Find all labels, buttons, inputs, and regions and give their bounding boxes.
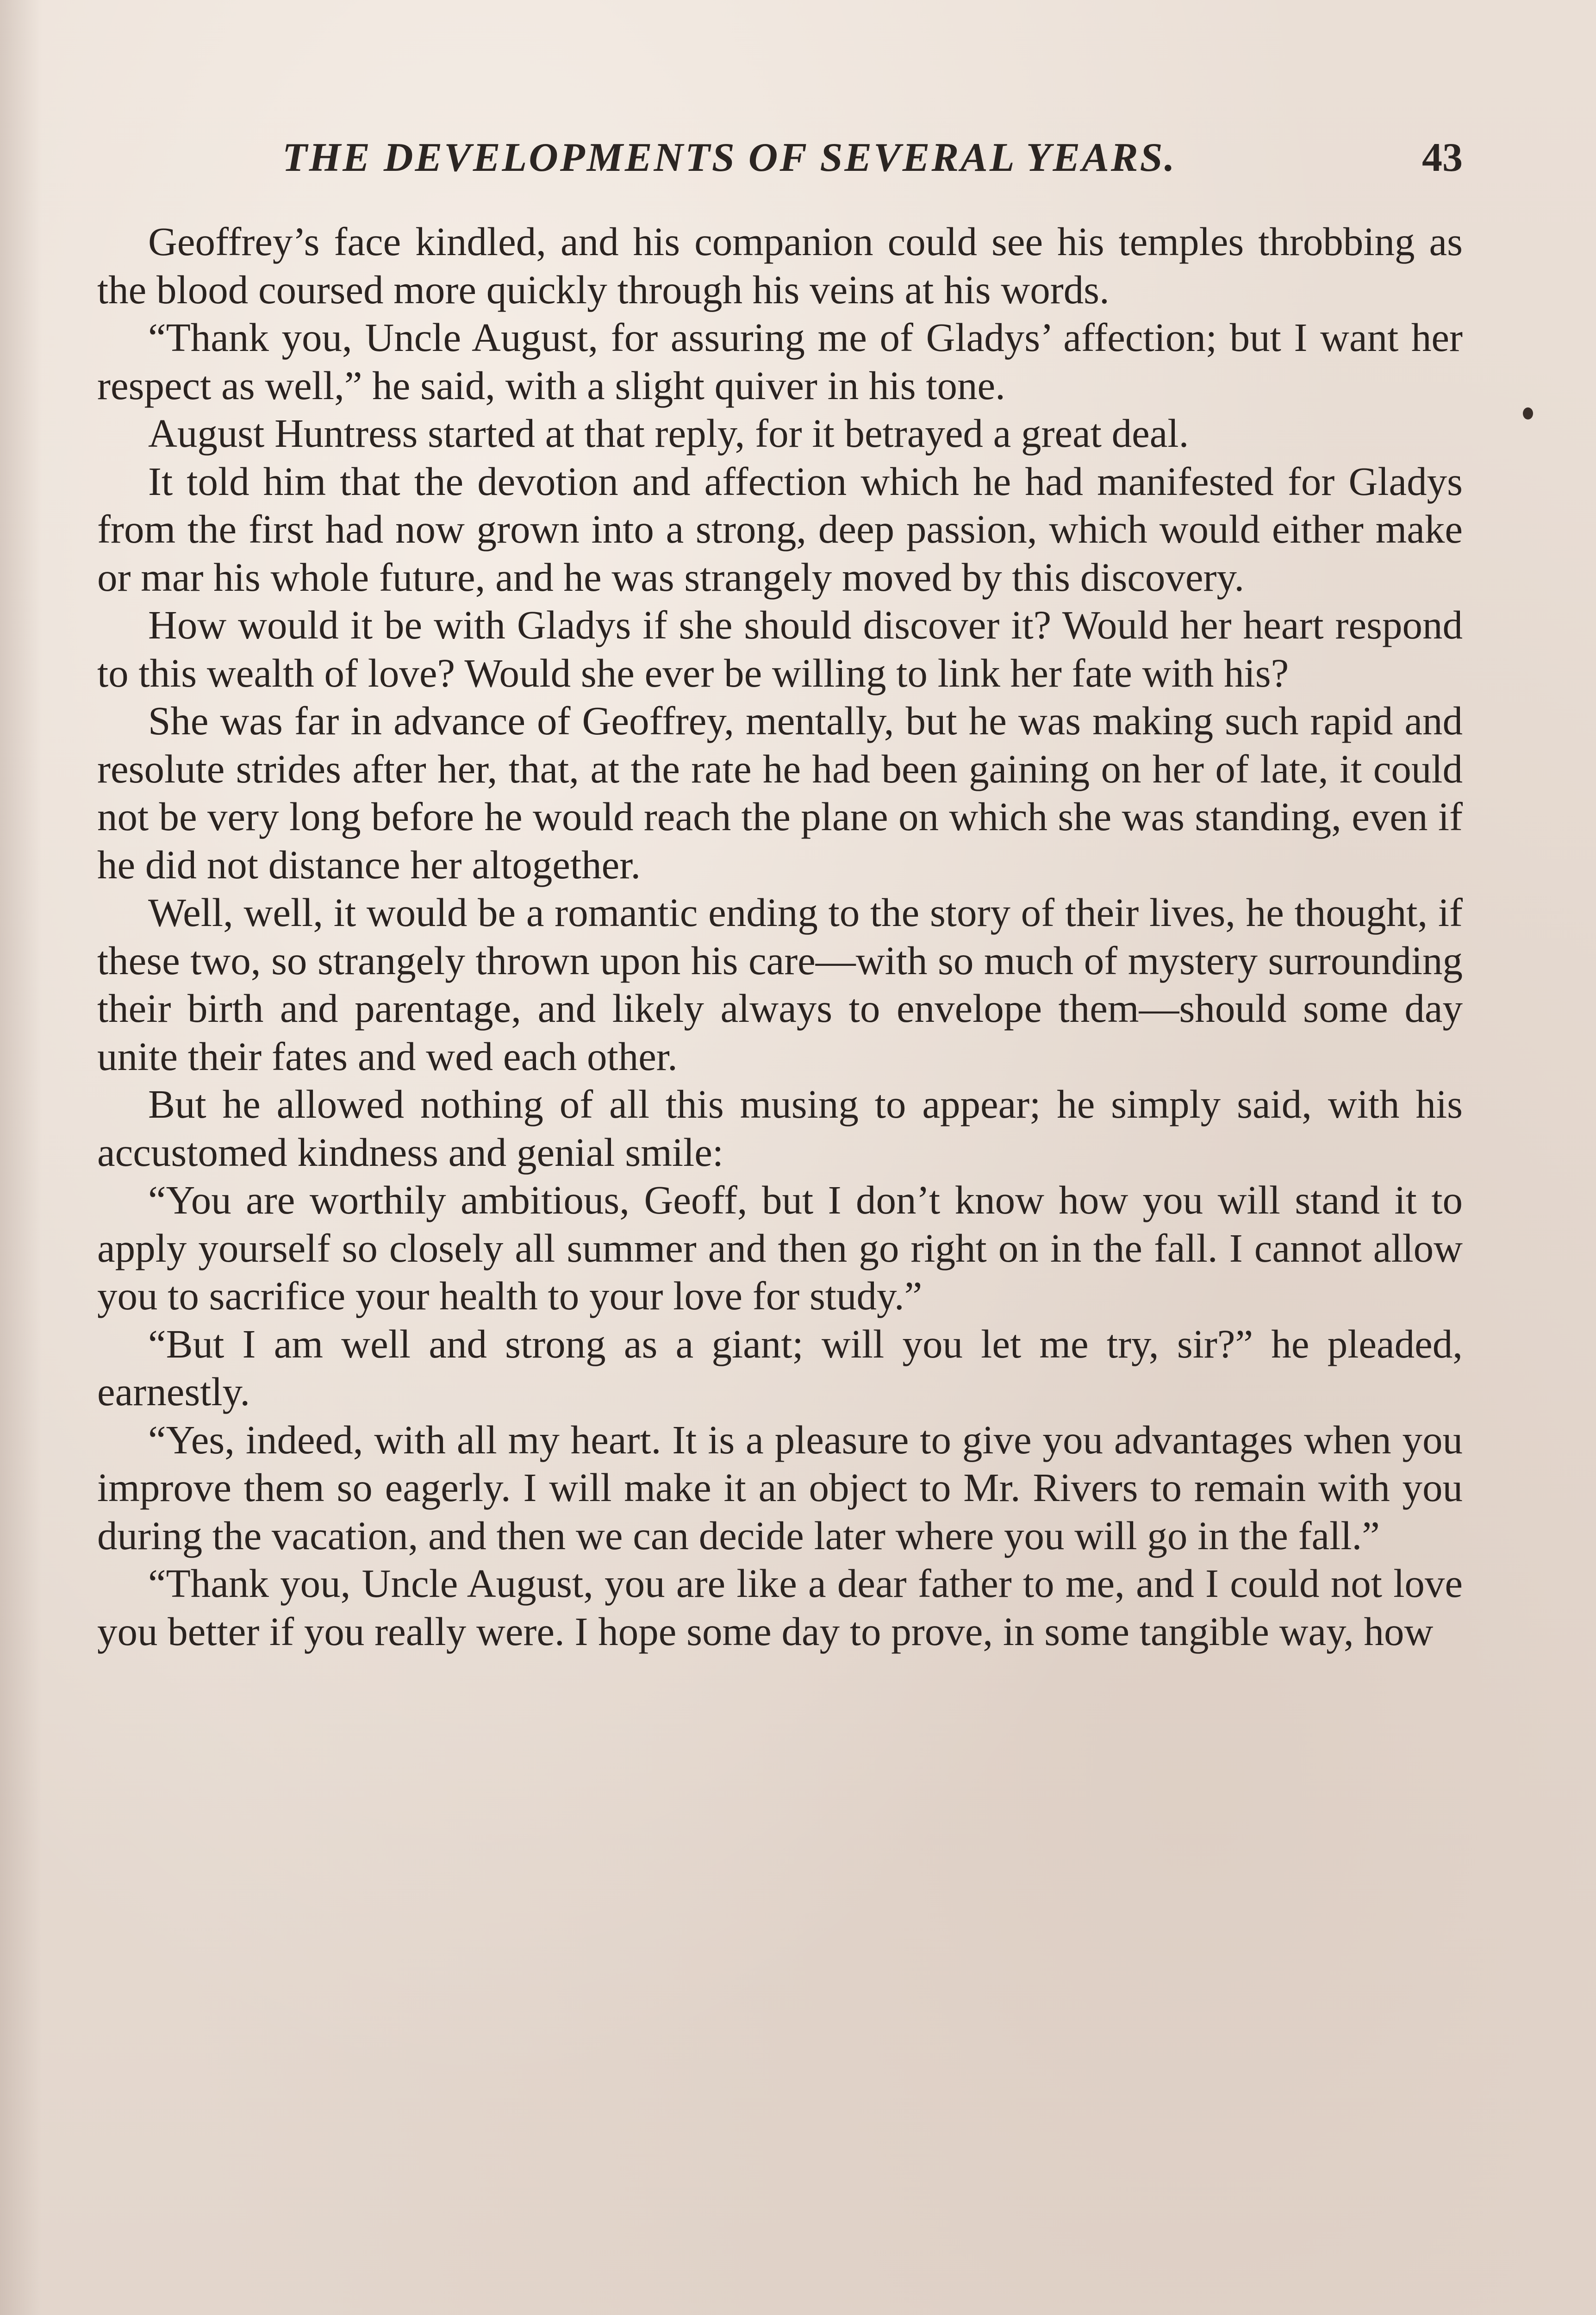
- paragraph: She was far in advance of Geoffrey, mentally, but he was making such rapid and resolute strides after her, that, at the rate he had been gaining on her of late, it could not be very long before he would reach the plane on which she was standing, even if he did not distance her altogether.: [97, 698, 1463, 887]
- page-number: 43: [1422, 135, 1463, 180]
- paragraph: “Yes, indeed, with all my heart. It is a pleasure to give you advantages when you improve them so eagerly. I will make it an object to Mr. Rivers to remain with you during the vacation, and then we can decide later where you will go in the fall.”: [97, 1417, 1463, 1558]
- running-head: THE DEVELOPMENTS OF SEVERAL YEARS.: [282, 135, 1177, 180]
- paragraph: But he allowed nothing of all this musing to appear; he simply said, with his accustomed kindness and genial smile:: [97, 1082, 1463, 1175]
- paragraph: How would it be with Gladys if she should discover it? Would her heart respond to this wealth of love? Would she ever be willing to link her fate with his?: [97, 602, 1463, 695]
- paragraph: Well, well, it would be a romantic ending to the story of their lives, he thought, if these two, so strangely thrown upon his care—with so much of mystery surrounding their birth and parentage, and likely always to envelope them—should some day unite their fates and wed each other.: [97, 890, 1463, 1079]
- paragraph: “You are worthily ambitious, Geoff, but I don’t know how you will stand it to apply yourself so closely all summer and then go right on in the fall. I cannot allow you to sacrifice your health to your love for study.”: [97, 1177, 1463, 1318]
- paragraph: Geoffrey’s face kindled, and his companion could see his temples throbbing as the blood coursed more quickly through his veins at his words.: [97, 219, 1463, 312]
- ink-speck: [1523, 407, 1533, 419]
- paragraph: “Thank you, Uncle August, you are like a dear father to me, and I could not love you better if you really were. I hope some day to prove, in some tangible way, how: [97, 1561, 1463, 1654]
- paragraph: August Huntress started at that reply, for it betrayed a great deal.: [148, 411, 1189, 456]
- body-text: [97, 218, 1463, 1655]
- page-header: [102, 125, 1463, 185]
- page-edge-shadow: [0, 0, 42, 2315]
- paragraph: It told him that the devotion and affection which he had manifested for Gladys from the first had now grown into a strong, deep passion, which would either make or mar his whole future, and he was strangely moved by this discovery.: [97, 458, 1463, 600]
- paragraph: “Thank you, Uncle August, for assuring me of Gladys’ affection; but I want her respect as well,” he said, with a slight quiver in his tone.: [97, 315, 1463, 408]
- paragraph: “But I am well and strong as a giant; will you let me try, sir?” he pleaded, earnestly.: [97, 1321, 1463, 1414]
